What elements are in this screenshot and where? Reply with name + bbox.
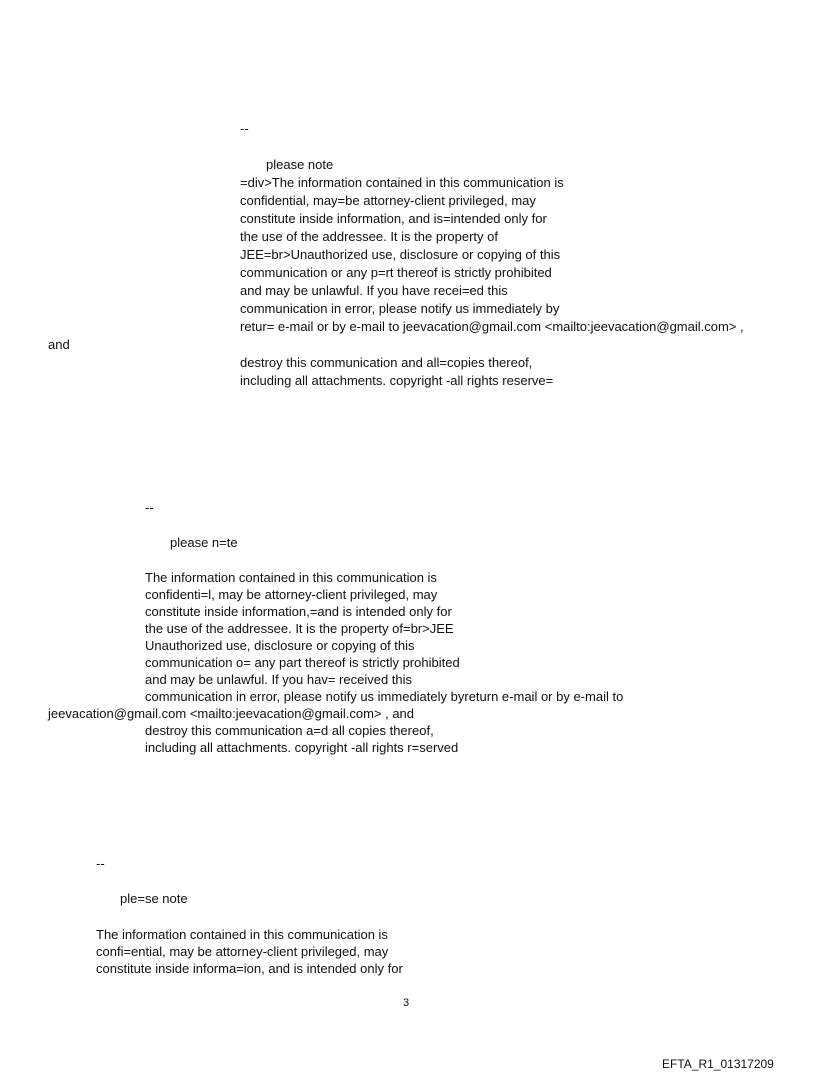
block1-line: destroy this communication and all=copies thereof,	[240, 355, 533, 370]
page-number: 3	[403, 997, 410, 1009]
block2-line: The information contained in this communication is	[145, 570, 437, 585]
block2-line: destroy this communication a=d all copies thereof,	[145, 723, 434, 738]
block1-line: the use of the addressee. It is the property of	[240, 229, 498, 244]
block3-line: The information contained in this communication is	[96, 927, 388, 942]
block2-line: and may be unlawful. If you hav= received this	[145, 672, 413, 687]
block3-heading: ple=se note	[120, 891, 188, 906]
block1-line-wrap: and	[48, 337, 70, 352]
block1-line: communication or any p=rt thereof is strictly prohibited	[240, 265, 552, 280]
block2-line: the use of the addressee. It is the property of=br>JEE	[145, 621, 454, 636]
block2-line: including all attachments. copyright -all rights r=served	[145, 740, 459, 755]
block1-line: communication in error, please notify us immediately by	[240, 301, 560, 316]
block2-line: communication in error, please notify us immediately byreturn e-mail or by e-mail to	[145, 689, 624, 704]
block2-line: Unauthorized use, disclosure or copying of this	[145, 638, 415, 653]
block1-line: confidential, may=be attorney-client privileged, may	[240, 193, 536, 208]
block3-line: constitute inside informa=ion, and is intended only for	[96, 961, 403, 976]
document-id: EFTA_R1_01317209	[662, 1057, 774, 1071]
block2-line: communication o= any part thereof is strictly prohibited	[145, 655, 460, 670]
block1-heading: please note	[266, 157, 334, 172]
block1-line: constitute inside information, and is=intended only for	[240, 211, 547, 226]
block1-line: including all attachments. copyright -all rights reserve=	[240, 373, 554, 388]
block1-line: JEE=br>Unauthorized use, disclosure or copying of this	[240, 247, 561, 262]
block1-line: =div>The information contained in this communication is	[240, 175, 564, 190]
block2-heading: please n=te	[170, 535, 238, 550]
block2-line: constitute inside information,=and is intended only for	[145, 604, 452, 619]
block1-line-with-email: retur= e-mail or by e-mail to jeevacation@gmail.com <mailto:jeevacation@gmail.com> ,	[240, 319, 744, 334]
block2-line-with-email: jeevacation@gmail.com <mailto:jeevacation@gmail.com> , and	[48, 706, 415, 721]
block3-line: confi=ential, may be attorney-client privileged, may	[96, 944, 389, 959]
block2-separator: --	[145, 500, 154, 515]
block2-line: confidenti=l, may be attorney-client privileged, may	[145, 587, 438, 602]
block3-separator: --	[96, 856, 105, 871]
block1-separator: --	[240, 121, 249, 136]
block1-line: and may be unlawful. If you have recei=ed this	[240, 283, 508, 298]
